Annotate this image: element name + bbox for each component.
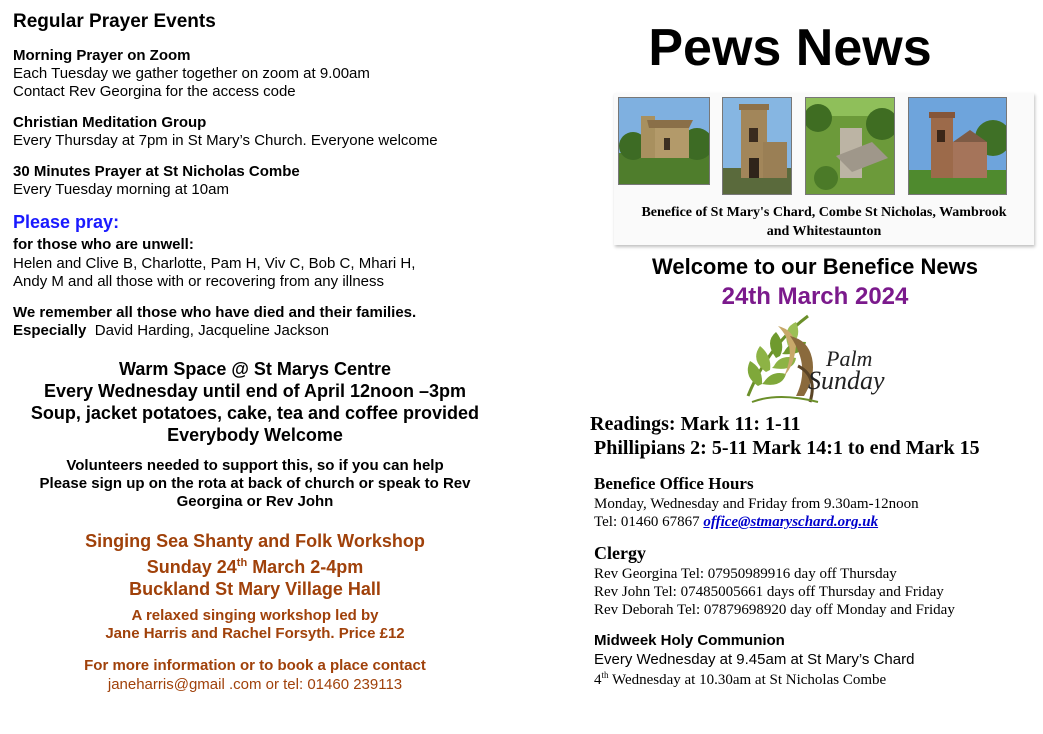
workshop-block [0, 530, 510, 600]
clergy-line: Rev John Tel: 07485005661 days off Thursday and Friday [594, 584, 944, 600]
regular-prayer-heading: Regular Prayer Events [13, 11, 216, 32]
pray-subheading: for those who are unwell: [13, 236, 194, 253]
especially-line [13, 322, 329, 339]
event-title: Morning Prayer on Zoom [13, 47, 191, 64]
please-pray-text: Please pray: [13, 212, 120, 232]
office-email-link[interactable]: office@stmaryschard.org.uk [703, 514, 879, 530]
readings-line: Phillipians 2: 5-11 Mark 14:1 to end Mark 15 [594, 437, 980, 459]
benefice-caption [614, 203, 1034, 241]
workshop-venue: Buckland St Mary Village Hall [129, 579, 381, 599]
workshop-desc-line: Jane Harris and Rachel Forsyth. Price £12 [105, 625, 405, 642]
workshop-date-sup: th [236, 557, 248, 569]
event-line: Each Tuesday we gather together on zoom at 9.00am [13, 65, 370, 82]
church-photo-wambrook [805, 97, 895, 195]
especially-label: Especially [13, 322, 87, 339]
contact-details: janeharris@gmail .com or tel: 01460 239113 [107, 676, 403, 693]
volunteers-block [0, 457, 510, 511]
sunday-text: Sunday [808, 366, 885, 395]
issue-date: 24th March 2024 [721, 283, 909, 310]
benefice-caption-line: Benefice of St Mary's Chard, Combe St Nicholas, Wambrook [641, 205, 1007, 220]
workshop-contact [0, 656, 510, 694]
event-line: Every Thursday at 7pm in St Mary’s Church. Everyone welcome [13, 132, 438, 149]
warm-space-block [0, 358, 510, 446]
especially-names: David Harding, Jacqueline Jackson [94, 322, 330, 339]
church-photo-st-marys [618, 97, 710, 185]
midweek-rest: Wednesday at 10.30am at St Nicholas Combe [608, 672, 887, 688]
midweek-line: Every Wednesday at 9.45am at St Mary’s Chard [594, 651, 915, 668]
benefice-banner [614, 93, 1034, 245]
office-hours-heading: Benefice Office Hours [594, 474, 754, 493]
midweek-num: 4 [594, 672, 602, 688]
welcome-heading: Welcome to our Benefice News [651, 254, 978, 279]
palm-leaves-icon [738, 306, 898, 414]
warm-space-line: Warm Space @ St Marys Centre [119, 359, 391, 379]
event-title: Christian Meditation Group [13, 114, 207, 131]
palm-text: Palm [826, 346, 873, 371]
readings-line: Readings: Mark 11: 1-11 [590, 413, 801, 435]
newsletter-title: Pews News [648, 19, 932, 77]
event-line: Contact Rev Georgina for the access code [13, 83, 296, 100]
midweek-heading: Midweek Holy Communion [594, 632, 785, 649]
workshop-date-prefix: Sunday 24 [146, 557, 237, 577]
midweek-line-2 [594, 670, 886, 689]
palm-sunday-graphic [738, 306, 898, 414]
event-line: Every Tuesday morning at 10am [13, 181, 229, 198]
clergy-line: Rev Georgina Tel: 07950989916 day off Thursday [594, 566, 897, 582]
clergy-line: Rev Deborah Tel: 07879698920 day off Monday and Friday [594, 602, 955, 618]
midweek-sup: th [601, 670, 609, 680]
warm-space-line: Everybody Welcome [167, 425, 343, 445]
workshop-desc [0, 607, 510, 643]
workshop-date-suffix: March 2-4pm [247, 557, 364, 577]
workshop-date [0, 552, 510, 578]
workshop-desc-line: A relaxed singing workshop led by [131, 607, 379, 624]
workshop-title: Singing Sea Shanty and Folk Workshop [85, 531, 425, 551]
volunteer-line: Please sign up on the rota at back of church or speak to Rev [39, 475, 471, 492]
volunteer-line: Georgina or Rev John [176, 493, 334, 510]
pray-line: Andy M and all those with or recovering from any illness [13, 273, 385, 290]
clergy-heading: Clergy [594, 543, 646, 563]
benefice-caption-line: and Whitestaunton [766, 224, 882, 239]
office-tel: Tel: 01460 67867 [594, 514, 704, 530]
please-pray-heading [13, 212, 119, 233]
volunteer-line: Volunteers needed to support this, so if you can help [66, 457, 444, 474]
pray-line: Helen and Clive B, Charlotte, Pam H, Viv C, Bob C, Mhari H, [13, 255, 416, 272]
contact-heading: For more information or to book a place contact [84, 657, 426, 674]
warm-space-line: Every Wednesday until end of April 12noon –3pm [43, 381, 467, 401]
remember-line: We remember all those who have died and their families. [13, 304, 417, 321]
church-photo-whitestaunton [908, 97, 1007, 195]
event-title: 30 Minutes Prayer at St Nicholas Combe [13, 163, 300, 180]
warm-space-line: Soup, jacket potatoes, cake, tea and coffee provided [30, 403, 480, 423]
office-hours-line: Monday, Wednesday and Friday from 9.30am-12noon [594, 496, 919, 512]
church-photo-combe [722, 97, 792, 195]
office-contact-line [594, 514, 878, 531]
